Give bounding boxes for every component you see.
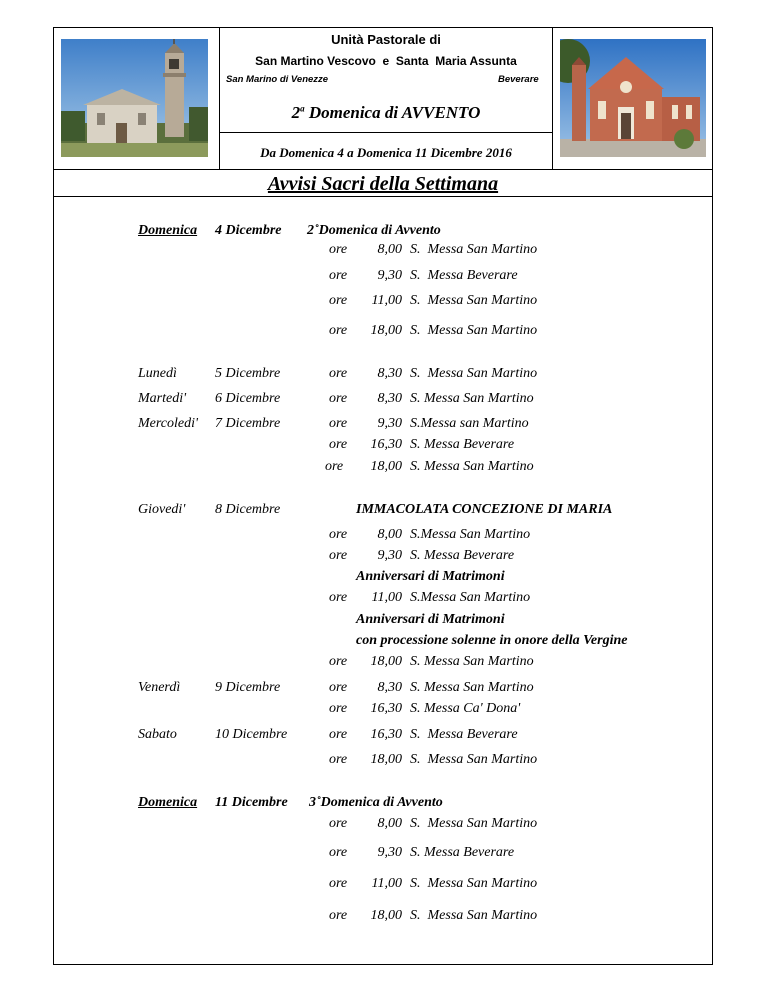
celebration-title: 3˚Domenica di Avvento — [309, 795, 443, 810]
mass-description: S. Messa San Martino — [410, 816, 538, 831]
mass-row — [0, 845, 768, 863]
week-title-text: Domenica di AVVENTO — [308, 103, 481, 122]
mass-time: 9,30 — [377, 416, 402, 431]
note-row — [0, 633, 768, 651]
mass-time: 9,30 — [377, 268, 402, 283]
day-label: Martedi' — [138, 391, 187, 406]
mass-description: S. Messa San Martino — [410, 366, 538, 381]
week-title-superscript: a — [300, 103, 305, 114]
mass-row — [0, 527, 768, 545]
mass-description: S. Messa San Martino — [410, 908, 538, 923]
section-title: Avvisi Sacri della Settimana — [267, 173, 499, 195]
mass-description: S.Messa San Martino — [410, 527, 531, 542]
mass-time: 9,30 — [377, 845, 402, 860]
mass-row — [0, 654, 768, 672]
schedule-day-wed — [0, 416, 768, 434]
mass-time: 11,00 — [371, 876, 402, 891]
mass-time: 8,00 — [377, 527, 402, 542]
ore-label: ore — [329, 701, 348, 716]
ore-label: ore — [329, 293, 348, 308]
day-label: Domenica — [138, 223, 198, 238]
ore-label: ore — [329, 548, 348, 563]
mass-row — [0, 268, 768, 286]
note-text: Anniversari di Matrimoni — [356, 569, 505, 584]
mass-description: S. Messa Beverare — [410, 727, 518, 742]
mass-row — [0, 548, 768, 566]
mass-time: 16,30 — [370, 701, 402, 716]
note-row — [0, 569, 768, 587]
mass-description: S. Messa Beverare — [410, 268, 518, 283]
ore-label: ore — [329, 727, 348, 742]
day-label: Lunedì — [138, 366, 177, 381]
ore-label: ore — [325, 459, 344, 474]
mass-time: 18,00 — [370, 752, 402, 767]
ore-label: ore — [329, 527, 348, 542]
mass-row — [0, 459, 768, 477]
mass-row — [0, 876, 768, 894]
date-label: 6 Dicembre — [215, 391, 281, 406]
mass-description: S. Messa San Martino — [410, 654, 534, 669]
mass-description: S. Messa San Martino — [410, 293, 538, 308]
date-label: 4 Dicembre — [215, 223, 282, 238]
mass-description: S. Messa San Martino — [410, 323, 538, 338]
ore-label: ore — [329, 366, 348, 381]
mass-time: 16,30 — [370, 727, 402, 742]
date-label: 7 Dicembre — [215, 416, 281, 431]
mass-description: S. Messa San Martino — [410, 680, 534, 695]
mass-time: 18,00 — [370, 654, 402, 669]
mass-time: 11,00 — [371, 293, 402, 308]
mass-row — [0, 752, 768, 770]
date-label: 11 Dicembre — [215, 795, 288, 810]
church-photo-santa-maria-assunta — [560, 39, 706, 157]
celebration-title: IMMACOLATA CONCEZIONE DI MARIA — [356, 502, 613, 517]
date-label: 8 Dicembre — [215, 502, 281, 517]
mass-row — [0, 242, 768, 260]
ore-label: ore — [329, 391, 348, 406]
ore-label: ore — [329, 590, 348, 605]
mass-description: S. Messa San Martino — [410, 459, 534, 474]
note-row — [0, 612, 768, 630]
mass-time: 18,00 — [370, 908, 402, 923]
mass-time: 8,00 — [377, 242, 402, 257]
place-left: San Marino di Venezze — [226, 74, 329, 85]
schedule-day-sat — [0, 727, 768, 745]
mass-description: S. Messa Beverare — [410, 437, 515, 452]
mass-description: S. Messa San Martino — [410, 391, 534, 406]
week-title — [219, 103, 553, 123]
ore-label: ore — [329, 437, 348, 452]
ore-label: ore — [329, 876, 348, 891]
schedule-day-thu — [0, 502, 768, 520]
date-label: 5 Dicembre — [215, 366, 281, 381]
mass-time: 18,00 — [370, 459, 402, 474]
ore-label: ore — [329, 268, 348, 283]
ore-label: ore — [329, 654, 348, 669]
schedule-day-tue — [0, 391, 768, 409]
schedule-day-fri — [0, 680, 768, 698]
mass-description: S. Messa Ca' Dona' — [410, 701, 521, 716]
day-label: Domenica — [138, 795, 198, 810]
ore-label: ore — [329, 752, 348, 767]
header-date-divider — [219, 132, 553, 133]
section-title-divider — [53, 196, 713, 197]
mass-description: S. Messa Beverare — [410, 845, 515, 860]
ore-label: ore — [329, 416, 348, 431]
note-text: Anniversari di Matrimoni — [356, 612, 505, 627]
ore-label: ore — [329, 680, 348, 695]
mass-time: 8,00 — [377, 816, 402, 831]
place-right: Beverare — [498, 74, 539, 85]
ore-label: ore — [329, 845, 348, 860]
celebration-title: 2˚Domenica di Avvento — [307, 223, 441, 238]
mass-row — [0, 908, 768, 926]
header-bottom-divider — [53, 169, 713, 170]
schedule-day-sun1 — [0, 223, 768, 241]
mass-row — [0, 701, 768, 719]
church-photo-san-martino — [61, 39, 208, 157]
parishes-title: San Martino Vescovo e Santa Maria Assunta — [255, 54, 517, 68]
ore-label: ore — [329, 908, 348, 923]
schedule-day-mon — [0, 366, 768, 384]
ore-label: ore — [329, 323, 348, 338]
mass-time: 8,30 — [377, 680, 402, 695]
org-title: Unità Pastorale di — [331, 32, 441, 47]
day-label: Sabato — [138, 727, 177, 742]
day-label: Venerdì — [138, 680, 181, 695]
mass-row — [0, 590, 768, 608]
ore-label: ore — [329, 242, 348, 257]
ore-label: ore — [329, 816, 348, 831]
mass-row — [0, 816, 768, 834]
week-title-number: 2 — [291, 103, 301, 122]
mass-description: S. Messa San Martino — [410, 876, 538, 891]
mass-time: 8,30 — [377, 391, 402, 406]
schedule-day-sun2 — [0, 795, 768, 813]
mass-time: 18,00 — [370, 323, 402, 338]
mass-description: S. Messa San Martino — [410, 242, 538, 257]
mass-row — [0, 323, 768, 341]
day-label: Mercoledi' — [138, 416, 199, 431]
mass-time: 9,30 — [377, 548, 402, 563]
mass-row — [0, 437, 768, 455]
date-range: Da Domenica 4 a Domenica 11 Dicembre 2016 — [260, 145, 512, 160]
day-label: Giovedi' — [138, 502, 186, 517]
mass-time: 11,00 — [371, 590, 402, 605]
mass-time: 16,30 — [370, 437, 402, 452]
date-label: 10 Dicembre — [215, 727, 288, 742]
mass-description: S.Messa San Martino — [410, 590, 531, 605]
mass-description: S.Messa san Martino — [410, 416, 529, 431]
mass-description: S. Messa Beverare — [410, 548, 515, 563]
date-label: 9 Dicembre — [215, 680, 281, 695]
mass-time: 8,30 — [377, 366, 402, 381]
mass-description: S. Messa San Martino — [410, 752, 538, 767]
note-text: con processione solenne in onore della Vergine — [356, 633, 628, 648]
mass-row — [0, 293, 768, 311]
